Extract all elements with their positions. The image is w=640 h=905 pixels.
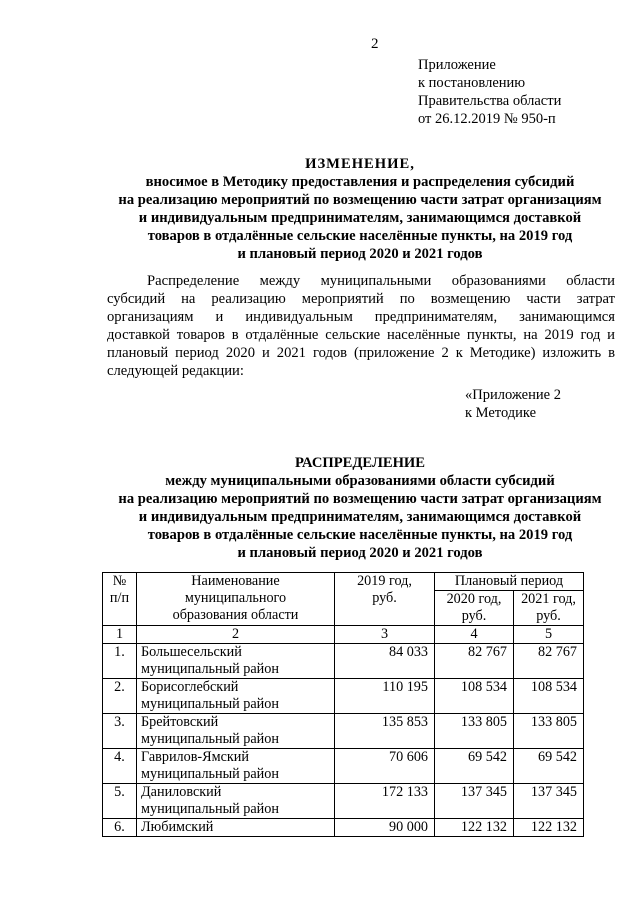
- heading-line: между муниципальными образованиями области субсидий: [165, 473, 555, 489]
- table-row: [103, 679, 584, 714]
- col-number: 4: [435, 626, 514, 644]
- col-number: 5: [514, 626, 584, 644]
- table-row: [103, 819, 584, 837]
- row-2020: 137 345: [435, 784, 514, 819]
- row-2020: 108 534: [435, 679, 514, 714]
- row-name: Борисоглебский муниципальный район: [137, 679, 335, 714]
- header-2021: 2021 год, руб.: [514, 591, 584, 626]
- row-2021: 69 542: [514, 749, 584, 784]
- col-number: 2: [137, 626, 335, 644]
- paragraph-line: плановый период 2020 и 2021 годов (приложение 2 к Методике) изложить в: [107, 345, 615, 361]
- row-name: Даниловский муниципальный район: [137, 784, 335, 819]
- row-num: 1.: [103, 644, 137, 679]
- header-planned-period: Плановый период: [435, 573, 584, 591]
- page-number: 2: [371, 36, 379, 52]
- row-2019: 90 000: [335, 819, 435, 837]
- heading-line: и плановый период 2020 и 2021 годов: [237, 545, 483, 561]
- quote-line: «Приложение 2: [465, 387, 561, 403]
- row-name: Любимский: [137, 819, 335, 837]
- quote-line: к Методике: [465, 405, 537, 421]
- appendix-line: Приложение: [418, 57, 496, 73]
- header-2020: 2020 год, руб.: [435, 591, 514, 626]
- table-row: [103, 784, 584, 819]
- header-2019: 2019 год, руб.: [335, 573, 435, 626]
- amendment-heading: [100, 155, 620, 263]
- row-num: 5.: [103, 784, 137, 819]
- row-2019: 110 195: [335, 679, 435, 714]
- row-2019: 84 033: [335, 644, 435, 679]
- appendix-line: к постановлению: [418, 75, 526, 91]
- appendix-line: Правительства области: [418, 93, 562, 109]
- quoted-appendix-note: [465, 386, 561, 422]
- row-2019: 70 606: [335, 749, 435, 784]
- row-2021: 137 345: [514, 784, 584, 819]
- table-row: [103, 644, 584, 679]
- paragraph-line: Распределение между муниципальными образованиями области: [147, 273, 615, 289]
- heading-line: товаров в отдалённые сельские населённые пункты, на 2019 год: [147, 228, 573, 244]
- row-2020: 122 132: [435, 819, 514, 837]
- row-2021: 122 132: [514, 819, 584, 837]
- body-paragraph: [107, 272, 615, 380]
- row-num: 6.: [103, 819, 137, 837]
- row-name: Гаврилов-Ямский муниципальный район: [137, 749, 335, 784]
- column-number-row: [103, 626, 584, 644]
- paragraph-line: субсидий на реализацию мероприятий по возмещению части затрат: [107, 291, 615, 307]
- row-2021: 108 534: [514, 679, 584, 714]
- heading-line: и индивидуальным предпринимателям, занимающимся доставкой: [138, 210, 582, 226]
- col-number: 3: [335, 626, 435, 644]
- distribution-table: [102, 572, 584, 837]
- header-name: Наименование муниципального образования области: [137, 573, 335, 626]
- row-name: Брейтовский муниципальный район: [137, 714, 335, 749]
- row-2021: 82 767: [514, 644, 584, 679]
- row-name: Большесельский муниципальный район: [137, 644, 335, 679]
- row-2020: 69 542: [435, 749, 514, 784]
- appendix-line: от 26.12.2019 № 950-п: [418, 111, 556, 127]
- row-2019: 135 853: [335, 714, 435, 749]
- heading-line: вносимое в Методику предоставления и распределения субсидий: [145, 174, 575, 190]
- row-2021: 133 805: [514, 714, 584, 749]
- heading-line: на реализацию мероприятий по возмещению части затрат организациям: [118, 491, 602, 507]
- row-2020: 133 805: [435, 714, 514, 749]
- row-num: 4.: [103, 749, 137, 784]
- row-2020: 82 767: [435, 644, 514, 679]
- paragraph-line: доставкой товаров в отдалённые сельские населённые пункты, на 2019 год и: [107, 327, 615, 343]
- table-row: [103, 714, 584, 749]
- heading-line: на реализацию мероприятий по возмещению части затрат организациям: [118, 192, 602, 208]
- table-row: [103, 749, 584, 784]
- row-2019: 172 133: [335, 784, 435, 819]
- row-num: 2.: [103, 679, 137, 714]
- header-num: № п/п: [103, 573, 137, 626]
- col-number: 1: [103, 626, 137, 644]
- paragraph-line: следующей редакции:: [107, 363, 244, 379]
- paragraph-line: организациям и индивидуальным предпринимателям, занимающимся: [107, 309, 615, 325]
- distribution-heading: [100, 454, 620, 562]
- table-header-row: [103, 573, 584, 591]
- appendix-note: [418, 56, 561, 128]
- amendment-title: ИЗМЕНЕНИЕ,: [305, 156, 415, 172]
- row-num: 3.: [103, 714, 137, 749]
- heading-line: и индивидуальным предпринимателям, занимающимся доставкой: [138, 509, 582, 525]
- heading-line: товаров в отдалённые сельские населённые пункты, на 2019 год: [147, 527, 573, 543]
- distribution-title: РАСПРЕДЕЛЕНИЕ: [294, 455, 426, 471]
- heading-line: и плановый период 2020 и 2021 годов: [237, 246, 483, 262]
